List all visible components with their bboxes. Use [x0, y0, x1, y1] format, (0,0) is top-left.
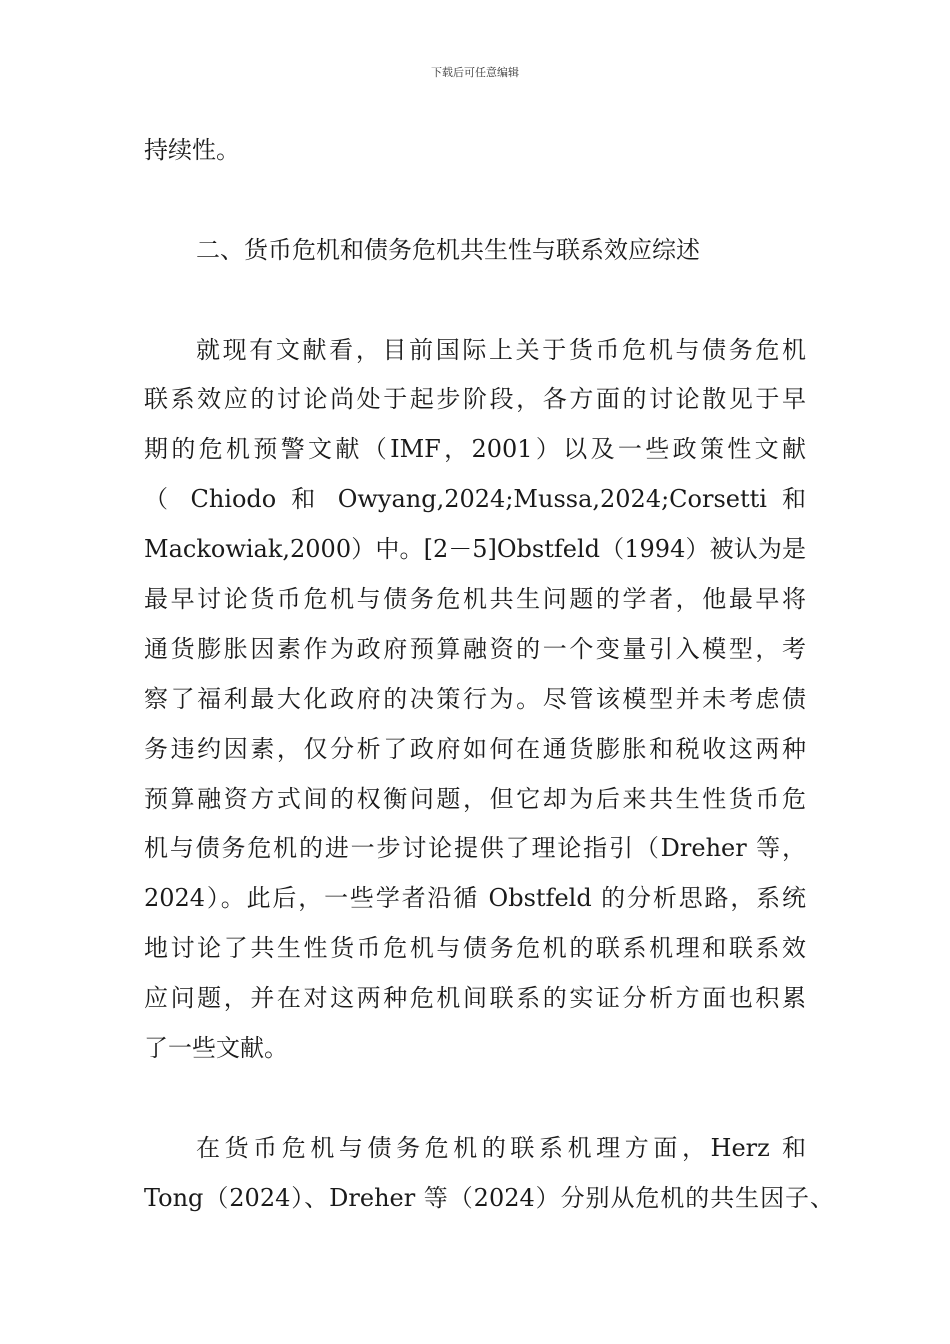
text-line: 2024）。此后，一些学者沿循 Obstfeld 的分析思路，系统: [144, 884, 806, 913]
paragraph-literature-review: [144, 326, 806, 1074]
text-line: 期的危机预警文献（IMF，2001）以及一些政策性文献: [144, 435, 806, 464]
text-line: 应问题，并在对这两种危机间联系的实证分析方面也积累: [144, 984, 806, 1013]
text-line: （ Chiodo 和 Owyang,2024;Mussa,2024;Corsetti 和: [144, 485, 806, 514]
paragraph-gap: [144, 1074, 806, 1124]
text-line: 预算融资方式间的权衡问题，但它却为后来共生性货币危: [144, 784, 806, 813]
section-heading: 二、货币危机和债务危机共生性与联系效应综述: [196, 235, 700, 264]
text-line: 务违约因素，仅分析了政府如何在通货膨胀和税收这两种: [144, 734, 806, 763]
text-line: 在货币危机与债务危机的联系机理方面，Herz 和: [196, 1133, 806, 1162]
document-body: [144, 126, 834, 1224]
text-line: 了一些文献。: [144, 1034, 288, 1063]
paragraph-gap: [144, 276, 806, 326]
text-line: 就现有文献看，目前国际上关于货币危机与债务危机: [196, 335, 806, 364]
text-line: Mackowiak,2000）中。[2－5]Obstfeld（1994）被认为是: [144, 535, 806, 564]
paragraph-tail: 持续性。: [144, 136, 240, 164]
text-line: 察了福利最大化政府的决策行为。尽管该模型并未考虑债: [144, 684, 806, 713]
text-line: Tong（2024）、Dreher 等（2024）分别从危机的共生因子、: [144, 1183, 834, 1212]
page-header: 下载后可任意编辑: [431, 66, 519, 79]
text-line: 机与债务危机的进一步讨论提供了理论指引（Dreher 等，: [144, 834, 806, 863]
text-line: 通货膨胀因素作为政府预算融资的一个变量引入模型，考: [144, 634, 806, 663]
text-line: 地讨论了共生性货币危机与债务危机的联系机理和联系效: [144, 934, 806, 963]
text-line: 最早讨论货币危机与债务危机共生问题的学者，他最早将: [144, 585, 806, 614]
paragraph-mechanism: [144, 1124, 834, 1224]
text-line: 联系效应的讨论尚处于起步阶段，各方面的讨论散见于早: [144, 385, 806, 414]
paragraph-gap: [144, 176, 806, 226]
